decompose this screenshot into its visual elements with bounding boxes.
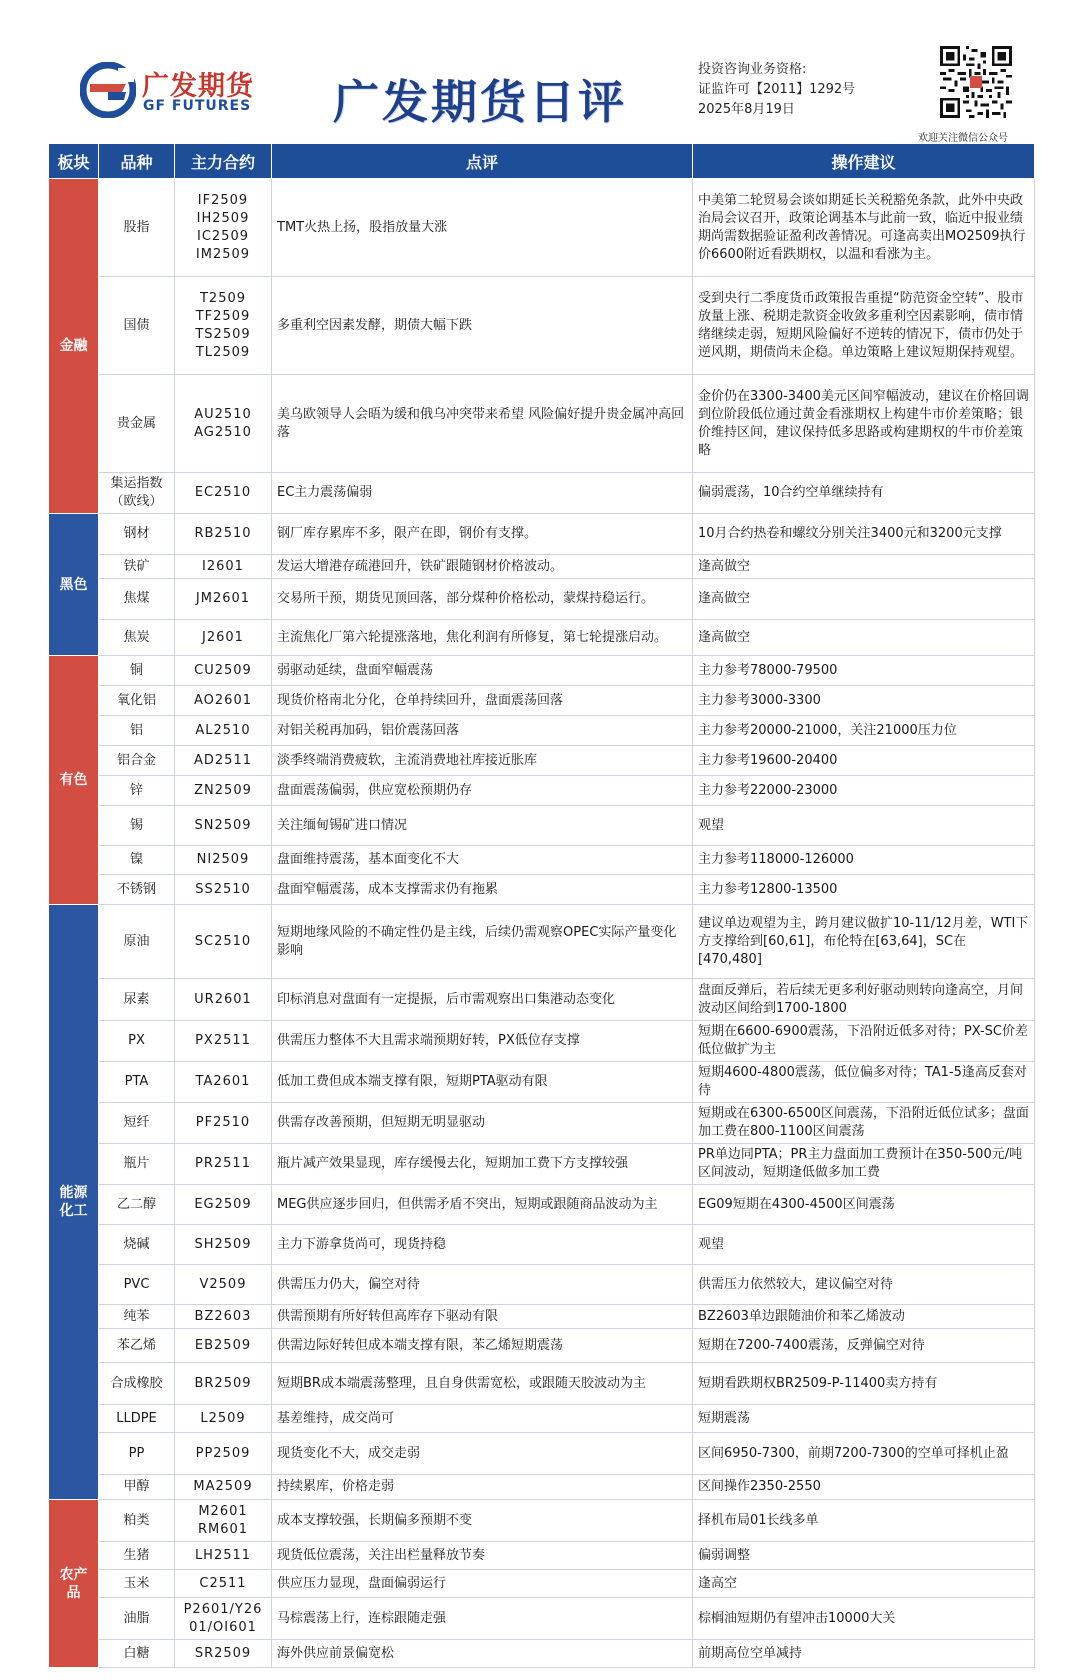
variety-cell: 纯苯: [99, 1305, 175, 1329]
contract-code: TA2601: [195, 1074, 251, 1089]
comment-cell: 盘面维持震荡，基本面变化不大: [272, 846, 693, 875]
comment-cell: 低加工费但成本端支撑有限，短期PTA驱动有限: [272, 1062, 693, 1103]
advice-cell: EG09短期在4300-4500区间震荡: [693, 1185, 1035, 1225]
variety-cell: LLDPE: [99, 1405, 175, 1433]
table-row: [49, 277, 1035, 375]
contract-cell: [175, 277, 272, 375]
variety-cell: PTA: [99, 1062, 175, 1103]
table-row: [49, 1265, 1035, 1305]
advice-cell: 短期4600-4800震荡，低位偏多对待；TA1-5逢高反套对待: [693, 1062, 1035, 1103]
contract-code: PF2510: [195, 1115, 251, 1130]
daily-review-table: [48, 143, 1035, 1668]
table-row: [49, 905, 1035, 979]
advice-cell: 区间6950-7300，前期7200-7300的空单可择机止盈: [693, 1433, 1035, 1475]
advice-cell: 主力参考19600-20400: [693, 746, 1035, 776]
advice-cell: 偏弱调整: [693, 1542, 1035, 1570]
comment-cell: 多重利空因素发酵，期债大幅下跌: [272, 277, 693, 375]
contract-cell: [175, 1570, 272, 1598]
variety-cell: 锌: [99, 776, 175, 806]
table-row: [49, 579, 1035, 620]
variety-cell: 贵金属: [99, 375, 175, 473]
advice-cell: 棕榈油短期仍有望冲击10000大关: [693, 1598, 1035, 1640]
contract-cell: [175, 875, 272, 905]
contract-code: IC2509: [197, 228, 249, 244]
variety-cell: 烧碱: [99, 1225, 175, 1265]
variety-cell: 集运指数（欧线）: [99, 473, 175, 514]
table-row: [49, 1103, 1035, 1144]
contract-cell: [175, 686, 272, 716]
qr-code-icon: [940, 46, 1012, 118]
contract-code: PX2511: [195, 1033, 251, 1048]
comment-cell: EC主力震荡偏弱: [272, 473, 693, 514]
sector-cell: 农产品: [49, 1500, 99, 1668]
advice-cell: 主力参考12800-13500: [693, 875, 1035, 905]
contract-cell: [175, 620, 272, 656]
contract-cell: [175, 656, 272, 686]
contract-code: T2509: [199, 290, 247, 306]
variety-cell: PP: [99, 1433, 175, 1475]
table-row: [49, 1363, 1035, 1405]
contract-cell: [175, 579, 272, 620]
contract-code: AO2601: [194, 692, 252, 708]
qualification-line: 投资咨询业务资格:: [698, 62, 807, 77]
variety-cell: 乙二醇: [99, 1185, 175, 1225]
sector-cell: 金融: [49, 179, 99, 514]
license-line: 证监许可【2011】1292号: [698, 82, 856, 97]
column-header-variety: 品种: [99, 144, 175, 179]
variety-cell: PVC: [99, 1265, 175, 1305]
advice-cell: 逢高做空: [693, 579, 1035, 620]
table-row: [49, 1598, 1035, 1640]
advice-cell: 主力参考22000-23000: [693, 776, 1035, 806]
report-date: 2025年8月19日: [698, 102, 795, 117]
contract-cell: [175, 1305, 272, 1329]
contract-cell: [175, 1405, 272, 1433]
table-header-row: [49, 144, 1035, 179]
comment-cell: 发运大增港存疏港回升，铁矿跟随钢材价格波动。: [272, 555, 693, 579]
variety-cell: 股指: [99, 179, 175, 277]
table-row: [49, 620, 1035, 656]
advice-cell: 短期或在6300-6500区间震荡，下沿附近低位试多；盘面加工费在800-1100区间震荡: [693, 1103, 1035, 1144]
contract-code: AD2511: [194, 752, 252, 768]
variety-cell: 焦煤: [99, 579, 175, 620]
contract-code: TS2509: [195, 326, 251, 342]
comment-cell: 供需压力整体不大且需求端预期好转，PX低位存支撑: [272, 1021, 693, 1062]
contract-cell: [175, 905, 272, 979]
variety-cell: 粕类: [99, 1500, 175, 1542]
table-row: [49, 1144, 1035, 1185]
advice-cell: 10月合约热卷和螺纹分别关注3400元和3200元支撑: [693, 514, 1035, 555]
column-header-sector: 板块: [49, 144, 99, 179]
contract-cell: [175, 555, 272, 579]
table-row: [49, 1062, 1035, 1103]
variety-cell: 苯乙烯: [99, 1329, 175, 1363]
advice-cell: 建议单边观望为主，跨月建议做扩10-11/12月差，WTI下方支撑给到[60,61]，布伦特在[63,64]，SC在[470,480]: [693, 905, 1035, 979]
variety-cell: 生猪: [99, 1542, 175, 1570]
comment-cell: 弱驱动延续，盘面窄幅震荡: [272, 656, 693, 686]
variety-cell: 白糖: [99, 1640, 175, 1668]
contract-code: IF2509: [197, 192, 249, 208]
table-row: [49, 776, 1035, 806]
variety-cell: 原油: [99, 905, 175, 979]
gf-logo-icon: [80, 62, 136, 118]
comment-cell: 关注缅甸锡矿进口情况: [272, 806, 693, 846]
contract-cell: [175, 473, 272, 514]
contract-cell: [175, 1062, 272, 1103]
contract-cell: [175, 1021, 272, 1062]
table-row: [49, 1305, 1035, 1329]
advice-cell: 金价仍在3300-3400美元区间窄幅波动，建议在价格回调到位阶段低位通过黄金看涨期权上构建牛市价差策略；银价维持区间，建议保持低多思路或构建期权的牛市价差策略: [693, 375, 1035, 473]
contract-cell: [175, 375, 272, 473]
variety-cell: 不锈钢: [99, 875, 175, 905]
variety-cell: 玉米: [99, 1570, 175, 1598]
table-row: [49, 806, 1035, 846]
advice-cell: 偏弱震荡，10合约空单继续持有: [693, 473, 1035, 514]
comment-cell: 现货价格南北分化，仓单持续回升，盘面震荡回落: [272, 686, 693, 716]
contract-code: L2509: [200, 1410, 246, 1426]
table-row: [49, 1433, 1035, 1475]
table-row: [49, 746, 1035, 776]
variety-cell: 合成橡胶: [99, 1363, 175, 1405]
advice-cell: 主力参考118000-126000: [693, 846, 1035, 875]
contract-cell: [175, 1103, 272, 1144]
contract-code: CU2509: [194, 662, 252, 678]
contract-cell: [175, 1144, 272, 1185]
gf-futures-logo: [80, 62, 270, 120]
comment-cell: 现货低位震荡，关注出栏量释放节奏: [272, 1542, 693, 1570]
table-row: [49, 1329, 1035, 1363]
comment-cell: 印标消息对盘面有一定提振，后市需观察出口集港动态变化: [272, 979, 693, 1021]
contract-cell: [175, 806, 272, 846]
contract-cell: [175, 776, 272, 806]
variety-cell: 短纤: [99, 1103, 175, 1144]
advice-cell: 短期在7200-7400震荡，反弹偏空对待: [693, 1329, 1035, 1363]
table-row: [49, 375, 1035, 473]
table-row: [49, 555, 1035, 579]
comment-cell: 瓶片减产效果显现，库存缓慢去化，短期加工费下方支撑较强: [272, 1144, 693, 1185]
contract-code: AG2510: [194, 424, 252, 440]
sector-cell: 黑色: [49, 514, 99, 656]
comment-cell: 淡季终端消费疲软，主流消费地社库接近胀库: [272, 746, 693, 776]
table-row: [49, 1405, 1035, 1433]
contract-cell: [175, 716, 272, 746]
table-row: [49, 179, 1035, 277]
table-row: [49, 846, 1035, 875]
table-row: [49, 1475, 1035, 1500]
contract-cell: [175, 1185, 272, 1225]
contract-code: SN2509: [194, 817, 252, 833]
contract-code: V2509: [199, 1276, 247, 1292]
contract-code: SR2509: [194, 1645, 252, 1661]
comment-cell: 短期BR成本端震荡整理，且自身供需宽松，或跟随天胶波动为主: [272, 1363, 693, 1405]
contract-code: NI2509: [196, 852, 250, 867]
contract-cell: [175, 979, 272, 1021]
advice-cell: 择机布局01长线多单: [693, 1500, 1035, 1542]
table-row: [49, 875, 1035, 905]
variety-cell: 钢材: [99, 514, 175, 555]
contract-code: RB2510: [194, 526, 252, 541]
table-row: [49, 1500, 1035, 1542]
page-title: 广发期货日评: [333, 75, 627, 129]
table-row: [49, 514, 1035, 555]
column-header-contract: 主力合约: [175, 144, 272, 179]
contract-cell: [175, 1500, 272, 1542]
qr-caption: 欢迎关注微信公众号: [918, 133, 1008, 144]
advice-cell: 短期震荡: [693, 1405, 1035, 1433]
contract-cell: [175, 514, 272, 555]
advice-cell: 前期高位空单减持: [693, 1640, 1035, 1668]
logo-english-name: GF FUTURES: [143, 98, 252, 114]
contract-cell: [175, 1475, 272, 1500]
comment-cell: 主流焦化厂第六轮提涨落地，焦化利润有所修复，第七轮提涨启动。: [272, 620, 693, 656]
advice-cell: 观望: [693, 1225, 1035, 1265]
advice-cell: 受到央行二季度货币政策报告重提“防范资金空转”、股市放量上涨、税期走款资金收敛多重利空因素影响，债市情绪继续走弱，短期风险偏好不逆转的情况下，债市仍处于逆风期，期债尚未企稳。单边策略上建议短期保持观望。: [693, 277, 1035, 375]
table-row: [49, 716, 1035, 746]
variety-cell: PX: [99, 1021, 175, 1062]
advice-cell: 盘面反弹后，若后续无更多利好驱动则转向逢高空，月间波动区间给到1700-1800: [693, 979, 1035, 1021]
advice-cell: 主力参考78000-79500: [693, 656, 1035, 686]
table-row: [49, 1542, 1035, 1570]
contract-cell: [175, 1542, 272, 1570]
contract-code: M2601: [198, 1503, 248, 1519]
comment-cell: 基差维持，成交尚可: [272, 1405, 693, 1433]
table-row: [49, 1185, 1035, 1225]
contract-code: ZN2509: [194, 782, 252, 798]
table-row: [49, 473, 1035, 514]
contract-code: SC2510: [194, 933, 252, 949]
contract-code: TL2509: [195, 344, 251, 360]
comment-cell: 供需压力仍大，偏空对待: [272, 1265, 693, 1305]
comment-cell: 供需边际好转但成本端支撑有限，苯乙烯短期震荡: [272, 1329, 693, 1363]
contract-code: IH2509: [196, 210, 250, 226]
contract-code: J2601: [202, 629, 244, 645]
table-row: [49, 656, 1035, 686]
contract-code: RM601: [197, 1521, 249, 1537]
contract-cell: [175, 1433, 272, 1475]
column-header-comment: 点评: [272, 144, 693, 179]
contract-code: SH2509: [194, 1236, 252, 1252]
advice-cell: PR单边同PTA；PR主力盘面加工费预计在350-500元/吨区间波动，短期逢低做多加工费: [693, 1144, 1035, 1185]
contract-code: EB2509: [194, 1337, 252, 1353]
advice-cell: BZ2603单边跟随油价和苯乙烯波动: [693, 1305, 1035, 1329]
advice-cell: 观望: [693, 806, 1035, 846]
contract-code: UR2601: [194, 991, 252, 1007]
comment-cell: 短期地缘风险的不确定性仍是主线，后续仍需观察OPEC实际产量变化影响: [272, 905, 693, 979]
qualification-block: [698, 60, 855, 120]
variety-cell: 尿素: [99, 979, 175, 1021]
contract-code: BZ2603: [194, 1308, 252, 1324]
comment-cell: 供需预期有所好转但高库存下驱动有限: [272, 1305, 693, 1329]
comment-cell: 盘面窄幅震荡，成本支撑需求仍有拖累: [272, 875, 693, 905]
comment-cell: 主力下游拿货尚可，现货持稳: [272, 1225, 693, 1265]
contract-cell: [175, 1363, 272, 1405]
variety-cell: 铝合金: [99, 746, 175, 776]
table-row: [49, 1640, 1035, 1668]
contract-code: IM2509: [195, 246, 251, 262]
contract-cell: [175, 1640, 272, 1668]
comment-cell: MEG供应逐步回归，但供需矛盾不突出，短期或跟随商品波动为主: [272, 1185, 693, 1225]
advice-cell: 区间操作2350-2550: [693, 1475, 1035, 1500]
contract-code: EC2510: [194, 485, 252, 500]
contract-code: I2601: [202, 558, 244, 574]
contract-cell: [175, 1265, 272, 1305]
contract-cell: [175, 746, 272, 776]
contract-code: LH2511: [194, 1547, 252, 1563]
contract-cell: [175, 846, 272, 875]
variety-cell: 焦炭: [99, 620, 175, 656]
advice-cell: 主力参考20000-21000，关注21000压力位: [693, 716, 1035, 746]
variety-cell: 镍: [99, 846, 175, 875]
variety-cell: 瓶片: [99, 1144, 175, 1185]
contract-code: AL2510: [195, 722, 251, 738]
advice-cell: 主力参考3000-3300: [693, 686, 1035, 716]
logo-chinese-name: 广发期货: [142, 71, 254, 102]
comment-cell: 美乌欧领导人会晤为缓和俄乌冲突带来希望 风险偏好提升贵金属冲高回落: [272, 375, 693, 473]
contract-code: PP2509: [195, 1445, 251, 1461]
variety-cell: 氧化铝: [99, 686, 175, 716]
contract-code: TF2509: [195, 308, 251, 324]
advice-cell: 逢高做空: [693, 555, 1035, 579]
contract-cell: [175, 179, 272, 277]
advice-cell: 短期看跌期权BR2509-P-11400卖方持有: [693, 1363, 1035, 1405]
comment-cell: 钢厂库存累库不多，限产在即，钢价有支撑。: [272, 514, 693, 555]
comment-cell: 供需存改善预期，但短期无明显驱动: [272, 1103, 693, 1144]
contract-code: PR2511: [195, 1156, 251, 1171]
contract-cell: [175, 1225, 272, 1265]
comment-cell: 成本支撑较强，长期偏多预期不变: [272, 1500, 693, 1542]
comment-cell: 交易所干预，期货见顶回落，部分煤种价格松动，蒙煤持稳运行。: [272, 579, 693, 620]
comment-cell: 盘面震荡偏弱，供应宽松预期仍存: [272, 776, 693, 806]
advice-cell: 短期在6600-6900震荡，下沿附近低多对待；PX-SC价差低位做扩为主: [693, 1021, 1035, 1062]
table-row: [49, 1021, 1035, 1062]
variety-cell: 铁矿: [99, 555, 175, 579]
contract-cell: [175, 1329, 272, 1363]
contract-code: MA2509: [193, 1479, 253, 1494]
page-header: [0, 0, 1084, 150]
advice-cell: 逢高空: [693, 1570, 1035, 1598]
table-body: [49, 179, 1035, 1668]
contract-code: EG2509: [194, 1196, 252, 1212]
advice-cell: 供需压力依然较大，建议偏空对待: [693, 1265, 1035, 1305]
table-row: [49, 686, 1035, 716]
variety-cell: 油脂: [99, 1598, 175, 1640]
comment-cell: 对铝关税再加码，铝价震荡回落: [272, 716, 693, 746]
contract-code: C2511: [199, 1575, 247, 1591]
comment-cell: 现货变化不大，成交走弱: [272, 1433, 693, 1475]
comment-cell: 马棕震荡上行，连棕跟随走强: [272, 1598, 693, 1640]
comment-cell: 供应压力显现，盘面偏弱运行: [272, 1570, 693, 1598]
contract-code: BR2509: [194, 1375, 252, 1391]
comment-cell: 海外供应前景偏宽松: [272, 1640, 693, 1668]
contract-code: JM2601: [195, 591, 251, 606]
contract-cell: [175, 1598, 272, 1640]
variety-cell: 铝: [99, 716, 175, 746]
comment-cell: TMT火热上扬，股指放量大涨: [272, 179, 693, 277]
contract-code: P2601/Y2601/OI601: [183, 1601, 263, 1635]
variety-cell: 国债: [99, 277, 175, 375]
sector-cell: 有色: [49, 656, 99, 905]
variety-cell: 锡: [99, 806, 175, 846]
comment-cell: 持续累库，价格走弱: [272, 1475, 693, 1500]
variety-cell: 铜: [99, 656, 175, 686]
advice-cell: 中美第二轮贸易会谈如期延长关税豁免条款，此外中央政治局会议召开，政策论调基本与此前一致，临近中报业绩期尚需数据验证盈利改善情况。可逢高卖出MO2509执行价6600附近看跌期权，以温和看涨为主。: [693, 179, 1035, 277]
table-row: [49, 1225, 1035, 1265]
contract-code: SS2510: [195, 881, 251, 897]
column-header-advice: 操作建议: [693, 144, 1035, 179]
table-row: [49, 1570, 1035, 1598]
variety-cell: 甲醇: [99, 1475, 175, 1500]
contract-code: AU2510: [194, 406, 252, 422]
advice-cell: 逢高做空: [693, 620, 1035, 656]
table-row: [49, 979, 1035, 1021]
sector-cell: 能源化工: [49, 905, 99, 1500]
